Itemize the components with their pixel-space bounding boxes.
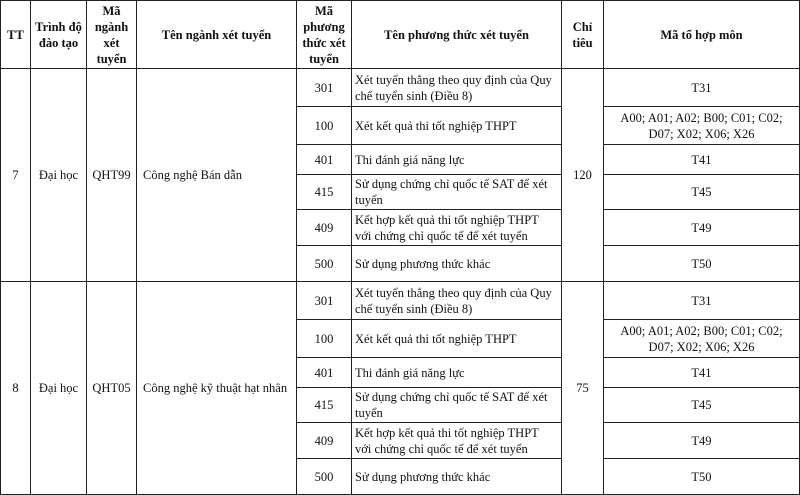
method-code: 401 [297,358,352,388]
program-quota: 120 [562,69,604,282]
subject-combo: T49 [604,423,800,459]
program-tt: 8 [1,282,31,495]
method-name: Sử dụng phương thức khác [352,459,562,495]
program-name: Công nghệ kỹ thuật hạt nhân [137,282,297,495]
method-code: 500 [297,459,352,495]
header-ma-phuong-thuc: Mã phương thức xét tuyển [297,1,352,69]
method-name: Sử dụng chứng chỉ quốc tế SAT để xét tuyển [352,175,562,210]
method-code: 301 [297,69,352,107]
method-name: Xét tuyển thẳng theo quy định của Quy chế tuyển sinh (Điều 8) [352,69,562,107]
method-code: 409 [297,423,352,459]
subject-combo: T31 [604,69,800,107]
method-name: Thi đánh giá năng lực [352,145,562,175]
program-code: QHT99 [87,69,137,282]
subject-combo: T41 [604,358,800,388]
subject-combo: A00; A01; A02; B00; C01; C02; D07; X02; X06; X26 [604,320,800,358]
method-name: Xét kết quả thi tốt nghiệp THPT [352,320,562,358]
program-level: Đại học [31,282,87,495]
method-code: 415 [297,175,352,210]
subject-combo: T50 [604,459,800,495]
header-ma-to-hop: Mã tổ hợp môn [604,1,800,69]
method-name: Xét tuyển thẳng theo quy định của Quy chế tuyển sinh (Điều 8) [352,282,562,320]
method-name: Thi đánh giá năng lực [352,358,562,388]
header-ten-phuong-thuc: Tên phương thức xét tuyển [352,1,562,69]
program-code: QHT05 [87,282,137,495]
method-name: Kết hợp kết quả thi tốt nghiệp THPT với chứng chỉ quốc tế để xét tuyển [352,210,562,246]
header-trinh-do: Trình độ đào tạo [31,1,87,69]
subject-combo: T45 [604,388,800,423]
method-code: 301 [297,282,352,320]
method-name: Kết hợp kết quả thi tốt nghiệp THPT với chứng chỉ quốc tế để xét tuyển [352,423,562,459]
program-name: Công nghệ Bán dẫn [137,69,297,282]
method-code: 500 [297,246,352,282]
header-row [1,1,800,69]
method-code: 409 [297,210,352,246]
method-name: Sử dụng chứng chỉ quốc tế SAT để xét tuyển [352,388,562,423]
subject-combo: T41 [604,145,800,175]
method-name: Sử dụng phương thức khác [352,246,562,282]
subject-combo: T49 [604,210,800,246]
program-level: Đại học [31,69,87,282]
header-tt: TT [1,1,31,69]
subject-combo: T50 [604,246,800,282]
method-code: 100 [297,107,352,145]
method-code: 401 [297,145,352,175]
method-code: 100 [297,320,352,358]
table-row [1,282,800,320]
subject-combo: T31 [604,282,800,320]
header-chi-tieu: Chỉ tiêu [562,1,604,69]
subject-combo: A00; A01; A02; B00; C01; C02; D07; X02; X06; X26 [604,107,800,145]
header-ma-nganh: Mã ngành xét tuyển [87,1,137,69]
header-ten-nganh: Tên ngành xét tuyển [137,1,297,69]
method-code: 415 [297,388,352,423]
program-quota: 75 [562,282,604,495]
table-row [1,69,800,107]
method-name: Xét kết quả thi tốt nghiệp THPT [352,107,562,145]
subject-combo: T45 [604,175,800,210]
program-tt: 7 [1,69,31,282]
